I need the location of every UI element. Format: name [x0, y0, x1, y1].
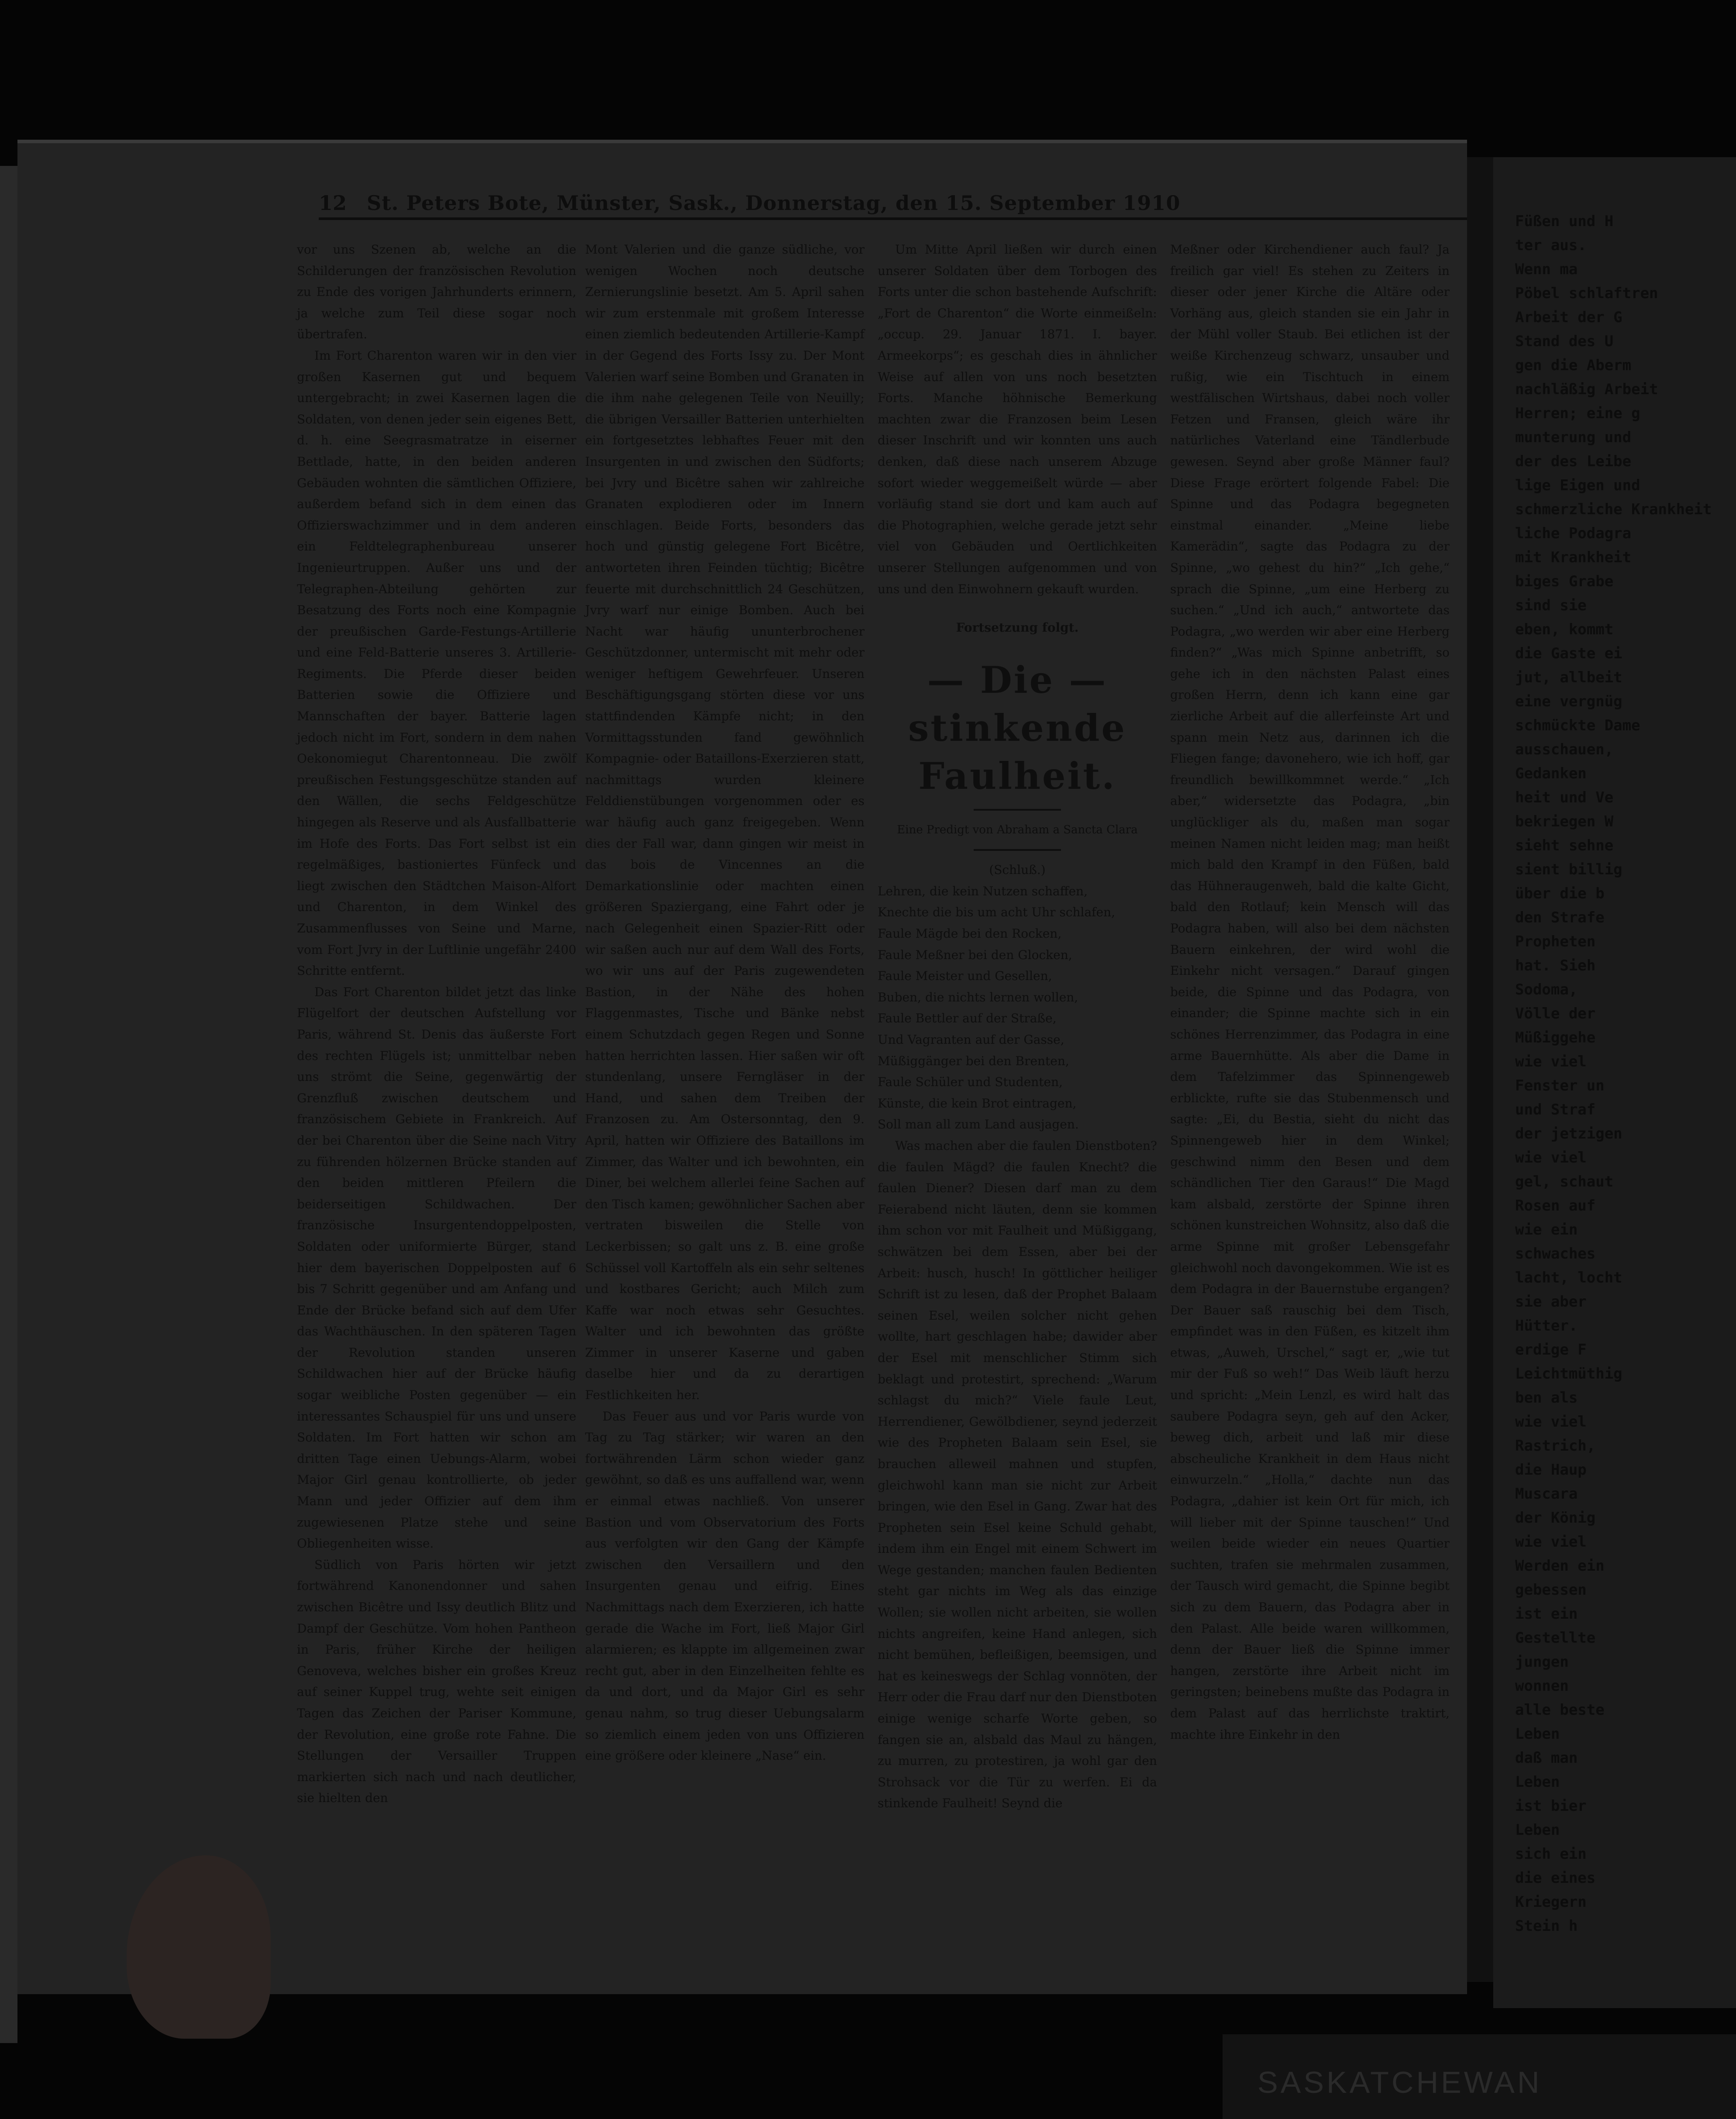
adjacent-page-line: gel, schaut [1515, 1173, 1614, 1190]
adjacent-page-line: ist bier [1515, 1797, 1587, 1815]
adjacent-page-line: der jetzigen [1515, 1125, 1622, 1142]
adjacent-page-line: ausschauen, [1515, 741, 1614, 758]
adjacent-page-line: lacht, locht [1515, 1269, 1622, 1287]
adjacent-page-line: schwaches [1515, 1245, 1596, 1262]
adjacent-page-line: Sodoma, [1515, 981, 1578, 998]
paragraph: Im Fort Charenton waren wir in den vier großen Kasernen gut und bequem untergebracht; in zwei Kasernen lagen die Soldaten, von denen jeder sein eigenes Bett, d. h. eine Seegrasmatratze in eiserner Bettlade, hatte, in den beiden anderen Gebäuden wohnten die sämtlichen Offiziere, außerdem befand sich in dem einen das Offizierswachzimmer und in dem anderen ein Feldtelegraphenbureau unserer Ingenieurtruppen. Außer uns und der Telegraphen-Abteilung gehörten zur Besatzung des Forts noch eine Kompagnie der preußischen Garde-Festungs-Artillerie und eine Feld-Batterie unseres 3. Artillerie-Regiments. Die Pferde dieser beiden Batterien sowie die Offiziere und Mannschaften der bayer. Batterie lagen jedoch nicht im Fort, sondern in dem nahen Oekonomiegut Charentonneau. Die zwölf preußischen Festungsgeschütze standen auf den Wällen, die sechs Feldgeschütze hingegen als Reserve und als Ausfallbatterie im Hofe des Forts. Das Fort selbst ist ein regelmäßiges, bastioniertes Fünfeck und liegt zwischen den Städtchen Maison-Alfort und Charenton, in dem Winkel des Zusammenflusses von Seine und Marne, vom Fort Jvry in der Luftlinie ungefähr 2400 Schritte entfernt. [297, 348, 576, 978]
bottom-band [1223, 2034, 1736, 2119]
column-3 [878, 239, 1157, 1814]
column-2 [585, 239, 865, 1767]
adjacent-page-line: biges Grabe [1515, 573, 1614, 590]
adjacent-page-line: eben, kommt [1515, 621, 1614, 638]
adjacent-page-line: daß man [1515, 1749, 1578, 1767]
adjacent-page-line: Herren; eine g [1515, 405, 1640, 422]
article-title-line-1: — Die — [927, 658, 1108, 702]
adjacent-page-line: Stand des U [1515, 333, 1614, 350]
running-header: St. Peters Bote, Münster, Sask., Donnerstag, den 15. September 1910 [367, 191, 1181, 215]
adjacent-page-line: sient billig [1515, 861, 1622, 878]
adjacent-page-line: mit Krankheit [1515, 549, 1632, 566]
column-4 [1170, 239, 1450, 1745]
book-spine-left [0, 166, 17, 2043]
adjacent-page-line: wie viel [1515, 1533, 1587, 1551]
adjacent-page-line: schmerzliche Krankheit [1515, 501, 1712, 518]
adjacent-page-line: Leben [1515, 1773, 1560, 1791]
adjacent-page-line: Muscara [1515, 1485, 1578, 1503]
verse-line: Faule Mägde bei den Rocken, [878, 926, 1062, 941]
adjacent-page-line: schmückte Dame [1515, 717, 1640, 734]
adjacent-page-line: bekriegen W [1515, 813, 1614, 830]
paragraph: Südlich von Paris hörten wir jetzt fortwährend Kanonendonner und sahen zwischen Bicêtre und Issy deutlich Blitz und Dampf der Geschütze. Vom hohen Pantheon in Paris, früher Kirche der heiligen Genoveva, welches bisher ein großes Kreuz auf seiner Kuppel trug, wehte seit einigen Tagen das Zeichen der Pariser Kommune, der Revolution, eine große rote Fahne. Die Stellungen der Versailler Truppen markierten sich nach und nach deutlicher, sie hielten den [297, 1557, 576, 1806]
adjacent-page-line: alle beste [1515, 1701, 1605, 1719]
adjacent-page-line: wonnen [1515, 1677, 1569, 1695]
adjacent-page-line: Rastrich, [1515, 1437, 1596, 1455]
adjacent-page-line: sind sie [1515, 597, 1587, 614]
adjacent-page-line: Arbeit der G [1515, 309, 1622, 326]
verse-line: Faule Schüler und Studenten, [878, 1075, 1063, 1090]
adjacent-page-line: die eines [1515, 1869, 1596, 1887]
article-title-line-2: stinkende Faulheit. [908, 706, 1126, 798]
adjacent-page-line: wie ein [1515, 1221, 1578, 1238]
adjacent-page-line: über die b [1515, 885, 1605, 902]
verse-line: Knechte die bis um acht Uhr schlafen, [878, 905, 1116, 920]
adjacent-page-line: Kriegern [1515, 1893, 1587, 1911]
adjacent-page-line: Hütter. [1515, 1317, 1578, 1335]
section-label: (Schluß.) [989, 863, 1046, 877]
adjacent-page-line: Pöbel schlaftren [1515, 285, 1658, 302]
adjacent-page-line: Völle der [1515, 1005, 1596, 1022]
paragraph: vor uns Szenen ab, welche an die Schilderungen der französischen Revolution zu Ende des vorigen Jahrhunderts erinnern, ja welche zum Teil diese sogar noch übertrafen. [297, 242, 576, 342]
adjacent-page-line: wie viel [1515, 1053, 1587, 1070]
paragraph: Mont Valerien und die ganze südliche, vor wenigen Wochen noch deutsche Zernierungslinie besetzt. Am 5. April sahen wir zum erstenmale mit großem Interesse einen ziemlich bedeutenden Artillerie-Kampf in der Gegend des Forts Issy zu. Der Mont Valerien warf seine Bomben und Granaten in die ihm nahe gelegenen Teile von Neuilly; die übrigen Versailler Batterien unterhielten ein fortgesetztes lebhaftes Feuer mit den Insurgenten in und zwischen den Südforts; bei Jvry und Bicêtre sahen wir zahlreiche Granaten explodieren oder im Innern einschlagen. Beide Forts, besonders das hoch und günstig gelegene Fort Bicêtre, antworteten ihren Feinden tüchtig; Bicêtre feuerte mit durchschnittlich 24 Geschützen, Jvry warf nur einige Bomben. Auch bei Nacht war häufig ununterbrochener Geschützdonner, untermischt mit mehr oder weniger heftigem Gewehrfeuer. Unseren Beschäftigungsgang störten diese vor uns stattfindenden Kämpfe nicht; in den Vormittagsstunden fand gewöhnlich Kompagnie- oder Bataillons-Exerzieren statt, nachmittags wurden kleinere Felddienstübungen vorgenommen oder es war häufig auch ganz freigegeben. Wenn dies der Fall war, dann gingen wir meist in das bois de Vincennes an die Demarkationslinie oder machten einen größeren Spaziergang, eine Fahrt oder je nach Gelegenheit einen Spazier-Ritt oder wir saßen auch nur auf dem Wall des Forts, wo wir uns auf der Paris zugewendeten Bastion, in der Nähe des hohen Flaggenmastes, Tische und Bänke nebst einem Schutzdach gegen Regen und Sonne hatten herrichten lassen. Hier saßen wir oft stundenlang, unsere Ferngläser in der Hand, und sahen dem Treiben der Franzosen zu. Am Ostersonntag, den 9. April, hatten wir Offiziere des Bataillons im Zimmer, das Walter und ich bewohnten, ein Diner, bei welchem allerlei feine Sachen auf den Tisch kamen; gewöhnlicher Sachen aber vertraten bisweilen die Stelle von Leckerbissen; so galt uns z. B. eine große Schüssel voll Kartoffeln als ein sehr seltenes und kostbares Gericht; auch Milch zum Kaffe war noch etwas sehr Gesuchtes. Walter und ich bewohnten das größte Zimmer in unserer Kaserne und gaben daselbe hier und da zu derartigen Festlichkeiten her. [585, 242, 865, 1403]
paragraph: Das Fort Charenton bildet jetzt das linke Flügelfort der deutschen Aufstellung vor Paris, während St. Denis das äußerste Fort des rechten Flügels ist; unmittelbar neben uns strömt die Seine, gegenwärtig der Grenzfluß zwischen deutschem und französischem Gebiete in Frankreich. Auf der bei Charenton über die Seine nach Vitry zu führenden hölzernen Brücke standen auf den beiden mittleren Pfeilern die beiderseitigen Schildwachen. Der französische Insurgentendoppelposten, Soldaten oder uniformierte Bürger, stand hier dem bayerischen Doppelposten auf 6 bis 7 Schritt gegenüber und am Anfang und Ende der Brücke befand sich auf dem Ufer das Wachthäuschen. In den späteren Tagen der Revolution standen unseren Schildwachen hier auf der Brücke häufig sogar weibliche Posten gegenüber — ein interessantes Schauspiel für uns und unsere Soldaten. Im Fort hatten wir schon am dritten Tage einen Uebungs-Alarm, wobei Major Girl genau kontrollierte, ob jeder Mann und jeder Offizier auf dem ihm zugewiesenen Platze stehe und seine Obliegenheiten wisse. [297, 984, 576, 1551]
adjacent-page-line: Leben [1515, 1725, 1560, 1743]
adjacent-page-line: gen die Aberm [1515, 357, 1632, 374]
byline: Eine Predigt von Abraham a Sancta Clara [897, 823, 1138, 836]
column-1 [297, 239, 576, 1809]
adjacent-page-line: Rosen auf [1515, 1197, 1596, 1214]
newspaper-page [17, 140, 1467, 1994]
verse-line: Lehren, die kein Nutzen schaffen, [878, 884, 1088, 898]
verse-line: Buben, die nichts lernen wollen, [878, 990, 1078, 1004]
adjacent-page-line: ter aus. [1515, 237, 1587, 254]
paragraph: Was machen aber die faulen Dienstboten? die faulen Mägd? die faulen Knecht? die faulen Diener? Diesen darf man zu dem Feierabend nicht läuten, denn sie kommen ihm schon vor mit Faulheit und Müßiggang, schwätzen bei dem Essen, aber bei der Arbeit: husch, husch! In göttlicher heiliger Schrift ist zu lesen, daß der Prophet Balaam seinen Esel, weilen solcher nicht gehen wollte, hart geschlagen habe; dawider aber der Esel mit menschlicher Stimm sich beklagt und protestirt, sprechend: „Warum schlagst du mich?“ Viele faule Leut, Herrendiener, Gewölbdiener, seynd jederzeit wie des Propheten Balaam sein Esel, sie brauchen alleweil mahnen und stupfen, gleichwohl kann man sie nicht zur Arbeit bringen, wie den Esel in Gang. Zwar hat des Propheten sein Esel keine Schuld gehabt, indem ihm ein Engel mit einem Schwert im Wege gestanden; manchen faulen Bedienten steht gar nichts im Weg als das einzige Wollen; sie wollen nicht arbeiten, sie wollen nichts angreifen, keine Hand anlegen, sich nicht bemühen, befleißigen, beemsigen, und hat es keineswegs der Schlag vonnöten, der Herr oder die Frau darf nur den Dienstboten einige wenige scharfe Worte geben, so fangen sie an, alsbald das Maul zu hängen, zu murren, zu protestiren, ja wohl gar den Strohsack vor die Tür zu werfen. Ei da stinkende Faulheit! Seynd die [878, 1139, 1157, 1811]
paragraph: Um Mitte April ließen wir durch einen unserer Soldaten über dem Torbogen des Forts unter die schon bastehende Aufschrift: „Fort de Charenton“ die Worte einmeißeln: „occup. 29. Januar 1871. I. bayer. Armeekorps“; es geschah dies in ähnlicher Weise auf allen von uns noch besetzten Forts. Manche höhnische Bemerkung machten zwar die Franzosen beim Lesen dieser Inschrift und wir konnten uns auch denken, daß diese nach unserem Abzuge sofort wieder weggemeißelt würde — aber vorläufig stand sie dort und kam auch auf die Photographien, welche gerade jetzt sehr viel von Gebäuden und Oertlichkeiten unserer Stellungen aufgenommen und von uns und den Einwohnern gekauft wurden. [878, 242, 1157, 596]
adjacent-page [1493, 157, 1736, 2008]
continued-note: Fortsetzung folgt. [956, 620, 1079, 635]
verse-line: Faule Meßner bei den Glocken, [878, 947, 1072, 962]
adjacent-page-line: und Straf [1515, 1101, 1596, 1118]
adjacent-page-line: Müßiggehe [1515, 1029, 1596, 1046]
adjacent-page-text [1515, 210, 1736, 1938]
adjacent-page-line: munterung und [1515, 429, 1632, 446]
adjacent-page-line: erdige F [1515, 1341, 1587, 1359]
adjacent-page-line: heit und Ve [1515, 789, 1614, 806]
verse-line: Und Vagranten auf der Gasse, [878, 1032, 1064, 1047]
adjacent-page-line: ben als [1515, 1389, 1578, 1407]
adjacent-page-line: Propheten [1515, 933, 1596, 950]
verse-block [878, 881, 1157, 1135]
adjacent-page-line: hat. Sieh [1515, 957, 1596, 974]
adjacent-page-line: die Haup [1515, 1461, 1587, 1479]
adjacent-page-line: ist ein [1515, 1605, 1578, 1623]
adjacent-page-line: den Strafe [1515, 909, 1605, 926]
paragraph: Das Feuer aus und vor Paris wurde von Tag zu Tag stärker; wir waren an den fortwährenden Lärm schon wieder ganz gewöhnt, so daß es uns auffallend war, wenn er einmal etwas nachließ. Von unserer Bastion und vom Observatorium des Forts aus verfolgten wir den Gang der Kämpfe zwischen den Versaillern und den Insurgenten genau und eifrig. Eines Nachmittags nach dem Exerzieren, ich hatte gerade die Wache im Fort, ließ Major Girl alarmieren; es klappte im allgemeinen zwar recht gut, aber in den Einzelheiten fehlte es da und dort, und da Major Girl es sehr genau nahm, so trug dieser Uebungsalarm so ziemlich einem jeden von uns Offizieren eine größere oder kleinere „Nase“ ein. [585, 1409, 865, 1763]
verse-line: Faule Bettler auf der Straße, [878, 1011, 1057, 1026]
adjacent-page-line: gebessen [1515, 1581, 1587, 1599]
article-title [878, 656, 1157, 800]
byline-rule [974, 849, 1061, 851]
header-rule [319, 217, 1476, 220]
adjacent-page-line: wie viel [1515, 1149, 1587, 1166]
adjacent-page-line: eine vergnüg [1515, 693, 1622, 710]
adjacent-page-line: lige Eigen und [1515, 477, 1640, 494]
book-gutter [1467, 157, 1493, 1982]
adjacent-page-line: liche Podagra [1515, 525, 1632, 542]
adjacent-page-line: Wenn ma [1515, 261, 1578, 278]
paragraph: Meßner oder Kirchendiener auch faul? Ja freilich gar viel! Es stehen zu Zeiters in dieser oder jener Kirche die Altäre oder Vorhäng aus, gleich standen sie ein Jahr in der Mühl voller Staub. Bei etlichen ist der weiße Kirchenzeug schwarz, unsauber und rußig, wie ein Tischtuch in einem westfälischen Wirtshaus, dabei noch voller Fetzen und Fransen, gleich wäre ihr natürliches Vaterland eine Tändlerbude gewesen. Seynd aber große Männer faul? Diese Frage erörtert folgende Fabel: Die Spinne und das Podagra begegneten einstmal einander. „Meine liebe Kamerädin“, sagte das Podagra zu der Spinne, „wo gehest du hin?“ „Ich gehe,“ sprach die Spinne, „um eine Herberg zu suchen.“ „Und ich auch,“ antwortete das Podagra, „wo werden wir aber eine Herberg finden?“ „Was mich Spinne anbetrifft, so gehe ich in den nächsten Palast eines großen Herrn, denn ich kann eine gar zierliche Arbeit auf die allerfeinste Art und spann mein Netz aus, darinnen ich die Fliegen fange; davonehero, wie ich hoff, gar freundlich bewillkommnet werde.“ „Ich aber,“ widersetzte das Podagra, „bin unglückliger als du, maßen man sogar meinen Namen nicht leiden mag; man heißt mich bald den Krampf in den Füßen, bald das Hühneraugenweh, bald die kalte Gicht, bald den Rotlauf; kein Mensch will das Podagra haben, will also bei dem nächsten Bauern einkehren, der wird wohl die Einkehr nicht versagen.“ Darauf gingen beide, die Spinne und das Podagra, von einander; die Spinne machte sich in ein schönes Herrenzimmer, das Podagra in eine arme Bauernhütte. Als aber die Dame in dem Tafelzimmer das Spinnengeweb erblickte, rufte sie das Stubenmensch und sagte: „Ei, du Bestia, sieht du nicht das Spinnengeweb hier in dem Winkel; geschwind nimm den Besen und dem schändlichen Tier den Garaus!“ Die Magd kam alsbald, zerstörte der Spinne ihren schönen kunstreichen Wohnsitz, also daß die arme Spinne mit großer Lebensgefahr gleichwohl noch davongekommen. Wie ist es dem Podagra in der Bauernstube ergangen? Der Bauer saß rauschig bei dem Tisch, empfindet was in den Füßen, es kitzelt ihm etwas, „Auweh, Urschel,“ sagt er, „wie tut mir der Fuß so weh!“ Das Weib läuft herzu und spricht: „Mein Lenzl, es wird halt das saubere Podagra seyn, geh auf den Acker, beweg dich, arbeit und laß mir diese abscheuliche Krankheit in dem Haus nicht einwurzeln.“ „Holla,“ dachte nun das Podagra, „dahier ist kein Ort für mich, ich will lieber mit der Spinne tauschen!“ Und weilen beide wieder ein neues Quartier suchten, trafen sie mehrmalen zusammen, der Tausch wird gemacht, die Spinne begibt sich zu dem Bauern, das Podagra aber in den Palast. Alle beide waren willkommen, denn der Bauer ließ die Spinne immer hangen, zerstörte ihre Arbeit nicht im geringsten; beinebens mußte das Podagra in dem Palast auf das herrlichste traktirt, machte ihre Einkehr in den [1170, 242, 1450, 1742]
adjacent-page-line: Werden ein [1515, 1557, 1605, 1575]
adjacent-page-line: nachläßig Arbeit [1515, 381, 1658, 398]
page-number: 12 [319, 191, 347, 215]
adjacent-page-line: der des Leibe [1515, 453, 1632, 470]
adjacent-page-line: Gedanken [1515, 765, 1587, 782]
adjacent-page-line: sich ein [1515, 1845, 1587, 1863]
verse-line: Künste, die kein Brot eintragen, [878, 1096, 1077, 1111]
adjacent-page-line: Leben [1515, 1821, 1560, 1839]
adjacent-page-line: Fenster un [1515, 1077, 1605, 1094]
adjacent-page-line: Leichtmüthig [1515, 1365, 1622, 1383]
adjacent-page-line: sie aber [1515, 1293, 1587, 1311]
adjacent-page-line: jungen [1515, 1653, 1569, 1671]
bottom-band-text: SASKATCHEWAN [1257, 2065, 1542, 2099]
adjacent-page-line: jut, allbeit [1515, 669, 1622, 686]
adjacent-page-line: Gestellte [1515, 1629, 1596, 1647]
adjacent-page-line: wie viel [1515, 1413, 1587, 1431]
verse-line: Müßiggänger bei den Brenten, [878, 1053, 1069, 1068]
title-rule [974, 809, 1061, 811]
adjacent-page-line: Füßen und H [1515, 213, 1614, 230]
verse-line: Faule Meister und Gesellen, [878, 969, 1052, 984]
adjacent-page-line: der König [1515, 1509, 1596, 1527]
adjacent-page-line: Stein h [1515, 1917, 1578, 1935]
adjacent-page-line: sieht sehne [1515, 837, 1614, 854]
verse-line: Soll man all zum Land ausjagen. [878, 1117, 1079, 1132]
adjacent-page-line: die Gaste ei [1515, 645, 1622, 662]
